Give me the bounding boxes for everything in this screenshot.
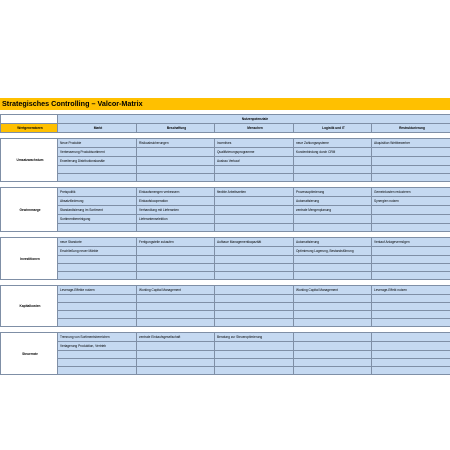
matrix-cell[interactable]: Einkaufsmengen verbessern (137, 188, 215, 197)
matrix-cell[interactable] (215, 215, 294, 224)
matrix-row (1, 238, 450, 247)
matrix-cell[interactable]: Automatisierung (294, 197, 372, 206)
matrix-row (1, 351, 450, 359)
matrix-cell[interactable]: Einkaufskooperation (137, 197, 215, 206)
matrix-cell[interactable] (372, 148, 450, 157)
matrix-row (1, 342, 450, 351)
matrix-row (1, 174, 450, 182)
row-header-wertgeneratoren[interactable]: Wertgeneratoren (1, 124, 58, 133)
matrix-cell[interactable] (58, 303, 137, 311)
matrix-row (1, 272, 450, 280)
matrix-cell[interactable]: Standardisierung im Sortiment (58, 206, 137, 215)
matrix-row (1, 197, 450, 206)
matrix-cell[interactable] (294, 367, 372, 375)
matrix-cell[interactable] (215, 351, 294, 359)
matrix-cell[interactable] (294, 157, 372, 166)
matrix-cell[interactable] (58, 174, 137, 182)
matrix-cell[interactable]: Gemeinkosten reduzieren (372, 188, 450, 197)
matrix-cell[interactable]: Lieferantenselektion (137, 215, 215, 224)
matrix-cell[interactable]: Neue Produkte (58, 139, 137, 148)
matrix-cell[interactable] (137, 224, 215, 232)
matrix-cell[interactable] (137, 157, 215, 166)
header-row-columns (1, 124, 450, 133)
matrix-cell[interactable] (137, 311, 215, 319)
matrix-cell[interactable] (58, 359, 137, 367)
matrix-cell[interactable] (294, 174, 372, 182)
matrix-cell[interactable]: Akquisition Wettbewerber (372, 139, 450, 148)
matrix-cell[interactable] (215, 224, 294, 232)
matrix-cell[interactable] (372, 247, 450, 256)
matrix-cell[interactable]: Prozessoptimierung (294, 188, 372, 197)
matrix-cell[interactable] (137, 148, 215, 157)
matrix-cell[interactable]: Beratung zur Steueroptimierung (215, 333, 294, 342)
matrix-cell[interactable] (137, 174, 215, 182)
matrix-cell[interactable] (372, 166, 450, 174)
matrix-cell[interactable] (215, 206, 294, 215)
group-header-nutzenpotenziale[interactable]: Nutzenpotenziale (58, 115, 450, 124)
matrix-cell[interactable] (215, 166, 294, 174)
valcor-matrix-table (0, 114, 450, 375)
matrix-cell[interactable]: neue Standorte (58, 238, 137, 247)
column-header-menschen[interactable]: Menschen (215, 124, 294, 133)
matrix-cell[interactable] (58, 319, 137, 327)
matrix-row (1, 264, 450, 272)
matrix-cell[interactable]: Verlagerung Produktion, Vertrieb (58, 342, 137, 351)
matrix-cell[interactable] (294, 303, 372, 311)
matrix-cell[interactable] (372, 174, 450, 182)
column-header-markt[interactable]: Markt (58, 124, 137, 133)
matrix-row (1, 286, 450, 295)
matrix-row (1, 295, 450, 303)
matrix-cell[interactable]: flexible Arbeitszeiten (215, 188, 294, 197)
matrix-cell[interactable] (215, 303, 294, 311)
section-label[interactable]: Umsatzwachstum (1, 139, 58, 182)
matrix-cell[interactable] (58, 264, 137, 272)
matrix-cell[interactable]: Kundenbindung durch CRM (294, 148, 372, 157)
matrix-cell[interactable] (294, 224, 372, 232)
matrix-cell[interactable]: Qualifizierungsprogramme (215, 148, 294, 157)
sheet-title: Strategisches Controlling – Valcor-Matrix (0, 98, 450, 110)
matrix-row (1, 206, 450, 215)
matrix-cell[interactable] (137, 319, 215, 327)
matrix-row (1, 303, 450, 311)
matrix-cell[interactable] (372, 295, 450, 303)
matrix-cell[interactable]: Synergien nutzen (372, 197, 450, 206)
header-row-group (1, 115, 450, 124)
matrix-cell[interactable] (58, 272, 137, 280)
matrix-cell[interactable] (372, 215, 450, 224)
matrix-cell[interactable]: Working Capital Management (294, 286, 372, 295)
matrix-cell[interactable]: Preispolitik (58, 188, 137, 197)
matrix-cell[interactable]: Sortimentbereinigung (58, 215, 137, 224)
matrix-cell[interactable] (137, 247, 215, 256)
matrix-cell[interactable] (294, 333, 372, 342)
matrix-cell[interactable] (215, 256, 294, 264)
matrix-cell[interactable] (215, 286, 294, 295)
matrix-cell[interactable] (294, 264, 372, 272)
matrix-row (1, 224, 450, 232)
matrix-cell[interactable] (137, 272, 215, 280)
matrix-cell[interactable] (294, 295, 372, 303)
matrix-cell[interactable] (215, 359, 294, 367)
matrix-cell[interactable] (58, 367, 137, 375)
matrix-cell[interactable] (372, 206, 450, 215)
matrix-cell[interactable] (215, 319, 294, 327)
matrix-cell[interactable] (137, 256, 215, 264)
column-header-logistik-it[interactable]: Logistik und IT (294, 124, 372, 133)
matrix-row (1, 157, 450, 166)
matrix-cell[interactable] (372, 157, 450, 166)
matrix-cell[interactable] (372, 224, 450, 232)
matrix-cell[interactable]: Optimierung Lagerung, Bestandsführung (294, 247, 372, 256)
matrix-cell[interactable] (294, 256, 372, 264)
matrix-row (1, 139, 450, 148)
section-label[interactable]: Gewinnmarge (1, 188, 58, 232)
matrix-cell[interactable] (58, 351, 137, 359)
column-header-restrukturierung[interactable]: Restrukturierung (372, 124, 450, 133)
matrix-cell[interactable]: Verhandlung mit Lieferanten (137, 206, 215, 215)
matrix-cell[interactable]: Incentives (215, 139, 294, 148)
matrix-cell[interactable] (372, 319, 450, 327)
matrix-cell[interactable]: Leverage-Effekt nutzen (372, 286, 450, 295)
section-label[interactable]: Kapitalkosten (1, 286, 58, 327)
matrix-cell[interactable] (294, 342, 372, 351)
matrix-cell[interactable]: Verbesserung Produktsortiment (58, 148, 137, 157)
matrix-cell[interactable] (372, 359, 450, 367)
section-label[interactable]: Investitionen (1, 238, 58, 280)
matrix-cell[interactable] (372, 333, 450, 342)
matrix-cell[interactable] (137, 264, 215, 272)
matrix-cell[interactable] (58, 166, 137, 174)
matrix-cell[interactable]: Erweiterung Distributionskanäle (58, 157, 137, 166)
matrix-cell[interactable]: zentrale Einkaufsgesellschaft (137, 333, 215, 342)
matrix-cell[interactable]: Verkauf Anlagevermögen (372, 238, 450, 247)
matrix-cell[interactable] (215, 272, 294, 280)
matrix-cell[interactable] (294, 215, 372, 224)
matrix-row (1, 367, 450, 375)
matrix-cell[interactable]: Absatzförderung (58, 197, 137, 206)
matrix-cell[interactable]: Aufbaue Managementkapazität (215, 238, 294, 247)
matrix-cell[interactable]: zentrale Mengenplanung (294, 206, 372, 215)
matrix-cell[interactable] (137, 351, 215, 359)
matrix-cell[interactable] (137, 359, 215, 367)
matrix-cell[interactable] (372, 367, 450, 375)
matrix-cell[interactable] (372, 272, 450, 280)
matrix-cell[interactable] (215, 197, 294, 206)
matrix-row (1, 359, 450, 367)
corner-blank-cell (1, 115, 58, 124)
matrix-cell[interactable] (215, 295, 294, 303)
matrix-row (1, 311, 450, 319)
matrix-cell[interactable] (137, 367, 215, 375)
matrix-cell[interactable] (215, 264, 294, 272)
matrix-cell[interactable] (215, 247, 294, 256)
matrix-cell[interactable] (137, 303, 215, 311)
matrix-cell[interactable] (372, 351, 450, 359)
matrix-cell[interactable] (137, 342, 215, 351)
matrix-row (1, 333, 450, 342)
matrix-row (1, 247, 450, 256)
column-header-beschaffung[interactable]: Beschaffung (137, 124, 215, 133)
matrix-row (1, 148, 450, 157)
matrix-row (1, 215, 450, 224)
matrix-cell[interactable] (137, 295, 215, 303)
matrix-cell[interactable]: Leverage-Effekte nutzen (58, 286, 137, 295)
matrix-cell[interactable] (215, 174, 294, 182)
matrix-cell[interactable] (372, 303, 450, 311)
matrix-cell[interactable]: Fertigungsteile zukaufen (137, 238, 215, 247)
matrix-cell[interactable] (372, 264, 450, 272)
matrix-cell[interactable] (58, 224, 137, 232)
matrix-row (1, 166, 450, 174)
matrix-cell[interactable] (372, 256, 450, 264)
matrix-row (1, 256, 450, 264)
matrix-cell[interactable] (137, 166, 215, 174)
matrix-cell[interactable] (294, 311, 372, 319)
matrix-cell[interactable] (215, 342, 294, 351)
matrix-cell[interactable] (215, 367, 294, 375)
matrix-cell[interactable]: Working Capital Management (137, 286, 215, 295)
matrix-row (1, 319, 450, 327)
matrix-cell[interactable] (372, 342, 450, 351)
matrix-cell[interactable]: neue Zahlungssysteme (294, 139, 372, 148)
matrix-cell[interactable] (294, 272, 372, 280)
matrix-cell[interactable]: Risikoabsicherungen (137, 139, 215, 148)
matrix-cell[interactable] (215, 311, 294, 319)
matrix-row (1, 188, 450, 197)
matrix-cell[interactable] (294, 359, 372, 367)
matrix-cell[interactable] (58, 311, 137, 319)
matrix-cell[interactable]: Ausbau Verkauf (215, 157, 294, 166)
matrix-cell[interactable]: Trennung von Sortimentsbereichen (58, 333, 137, 342)
matrix-cell[interactable] (294, 166, 372, 174)
section-label[interactable]: Steuerrate (1, 333, 58, 375)
matrix-cell[interactable] (58, 256, 137, 264)
matrix-cell[interactable] (372, 311, 450, 319)
matrix-cell[interactable]: Erschließung neuer Märkte (58, 247, 137, 256)
matrix-cell[interactable] (58, 295, 137, 303)
matrix-cell[interactable]: Automatisierung (294, 238, 372, 247)
matrix-cell[interactable] (294, 351, 372, 359)
matrix-cell[interactable] (294, 319, 372, 327)
